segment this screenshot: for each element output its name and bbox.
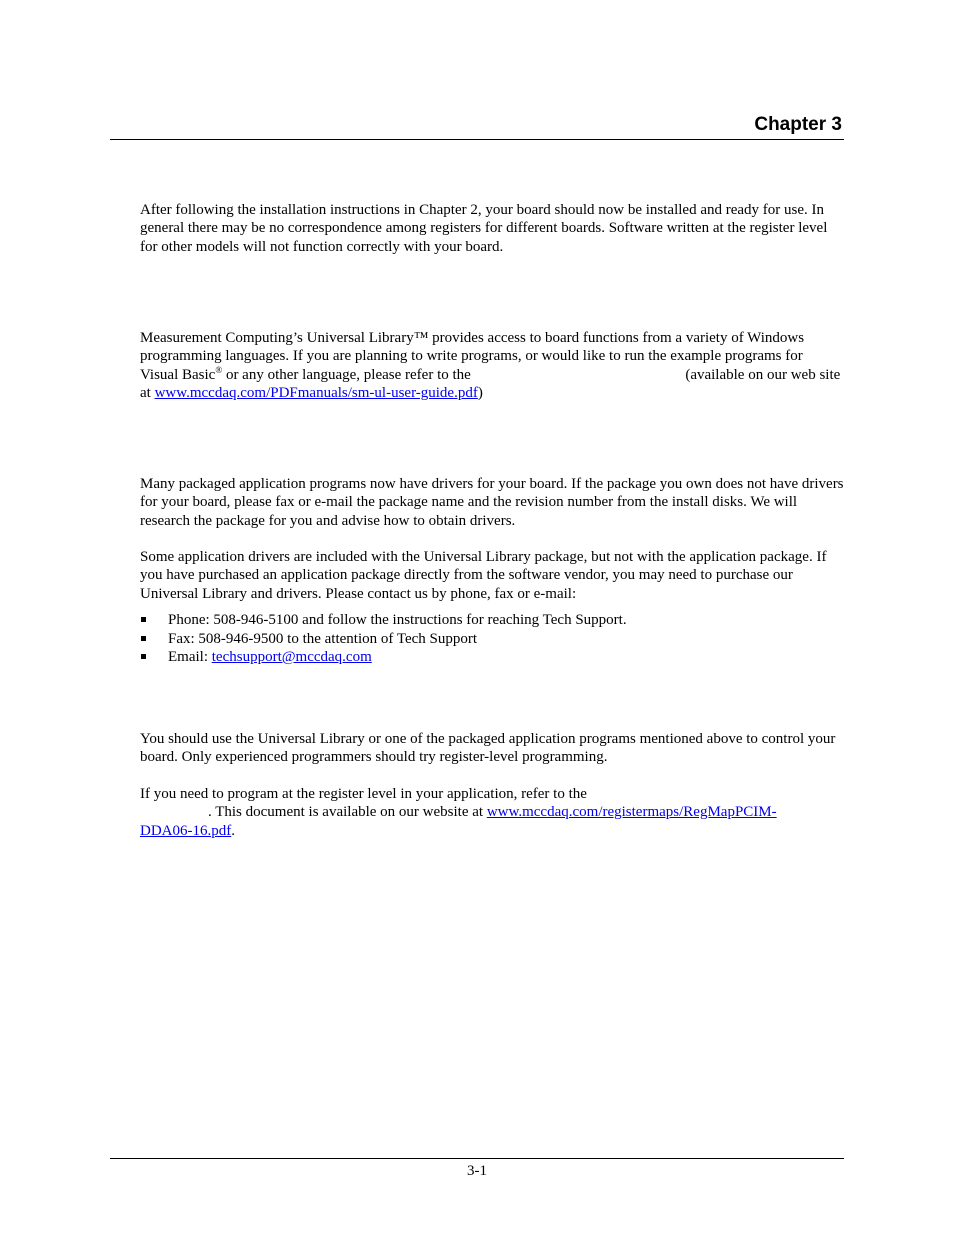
ul-text-2: or any other language, please refer to the: [222, 366, 475, 383]
ul-text-4: ): [477, 385, 483, 402]
universal-library-section: [140, 329, 844, 403]
register-level-section-2: [140, 785, 844, 840]
contact-email-label: Email:: [168, 649, 212, 665]
intro-paragraph: After following the installation instructions in Chapter 2, your board should now be installed and ready for use. In general there may be no correspondence among registers for different boards. Software written at the register level for other models will not function correctly with your board.: [140, 202, 828, 255]
chapter-heading: Chapter 3: [754, 114, 842, 135]
register-text-mid: . This document is available on our website at: [208, 804, 487, 821]
ul-text-1: Measurement Computing’s Universal Library™ provides access to board functions from a variety of Windows programming languages. If you are planning to write programs, or would like to run the example programs for Visual Basic: [140, 330, 805, 383]
register-level-section: [140, 730, 844, 767]
intro-section: [140, 201, 844, 256]
application-drivers-section-2: [140, 548, 844, 666]
contact-fax: [140, 630, 844, 648]
contact-fax-text: Fax: 508-946-9500 to the attention of Tech Support: [168, 630, 478, 647]
drivers-paragraph-1: Many packaged application programs now have drivers for your board. If the package you own does not have drivers for your board, please fax or e-mail the package name and the revision number from the install disks. We will research the package for you and advise how to obtain drivers.: [140, 476, 844, 529]
registered-mark: ®: [215, 364, 223, 375]
bullet-icon: [141, 636, 146, 641]
ul-user-guide-link[interactable]: www.mccdaq.com/PDFmanuals/sm-ul-user-guide.pdf: [154, 385, 478, 402]
register-paragraph-2: [140, 785, 844, 840]
bullet-icon: [141, 654, 146, 659]
contact-phone-text: Phone: 508-946-5100 and follow the instructions for reaching Tech Support.: [168, 612, 627, 629]
tech-support-email-link[interactable]: techsupport@mccdaq.com: [211, 649, 372, 665]
contact-phone: [140, 611, 844, 629]
contact-email: [140, 648, 844, 666]
register-map-link-part-2[interactable]: DDA06-16.pdf: [140, 822, 232, 839]
register-paragraph-1: You should use the Universal Library or one of the packaged application programs mentioned above to control your board. Only experienced programmers should try register-level programming.: [140, 731, 836, 766]
bullet-icon: [141, 617, 146, 622]
register-text-end: .: [231, 822, 235, 839]
drivers-paragraph-2: Some application drivers are included with the Universal Library package, but not with the application package. If you have purchased an application package directly from the software vendor, you may need to purchase our Universal Library and drivers. Please contact us by phone, fax or e-mail:: [140, 549, 827, 602]
universal-library-paragraph: [140, 329, 844, 403]
footer-rule: [110, 1158, 844, 1159]
ul-text-3: (available on our web site at: [140, 366, 841, 402]
application-drivers-section: [140, 475, 844, 530]
header-rule: [110, 139, 844, 140]
page-number: 3-1: [467, 1163, 487, 1179]
register-map-link-part-1[interactable]: www.mccdaq.com/registermaps/RegMapPCIM-: [486, 804, 777, 821]
contact-list: [140, 611, 844, 666]
register-text-start: If you need to program at the register level in your application, refer to the: [140, 786, 587, 802]
